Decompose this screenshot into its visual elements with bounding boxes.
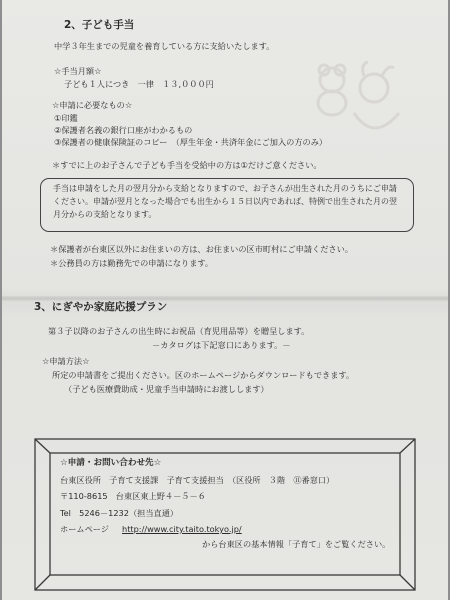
amount-line: 子ども１人につき 一律 １３,０００円 (64, 79, 214, 89)
contact-office: 台東区役所 子育て支援課 子育て支援担当 （区役所 ３階 ⑪番窓口） (60, 475, 335, 485)
section3-intro: 第３子以降のお子さんの出生時にお祝品（育児用品等）を贈呈します。 (48, 326, 310, 336)
contact-title: ☆申請・お問い合わせ先☆ (60, 458, 162, 468)
contact-tel: Tel 5246－1232（担当直通） (60, 508, 179, 518)
mascot-illustration (302, 58, 412, 138)
homepage-label: ホームページ (60, 524, 109, 534)
section2-heading: 2、子ども手当 (64, 19, 135, 31)
notice-line: ください。申請が翌月となった場合でも出生から１５日以内であれば、特例で出生された月の翌 (53, 197, 397, 206)
document-page (2, 0, 448, 600)
required-item: ②保護者名義の銀行口座がわかるもの (54, 125, 193, 135)
notice-line: 手当は申請をした月の翌月分から支給となりますので、お子さんが出生された月のうちにご申請 (53, 184, 397, 193)
catalog-note: －カタログは下記窓口にあります。－ (152, 340, 291, 350)
homepage-link[interactable]: http://www.city.taito.tokyo.jp/ (122, 524, 242, 534)
required-item: ③保護者の健康保険証のコピー （厚生年金・共済年金にご加入の方のみ） (54, 137, 328, 147)
required-title: ☆申請に必要なもの☆ (52, 100, 133, 110)
notice-line: 月分からの支給となります。 (53, 210, 157, 219)
already-note: ＊すでに上のお子さんで子ども手当を受給中の方は①だけご意ください。 (52, 160, 322, 170)
method-note: （子ども医療費助成・児童手当申請時にお渡しします） (64, 384, 269, 394)
contact-address: 〒110-8615 台東区東上野４－５－６ (60, 491, 206, 501)
section2-intro: 中学３年生までの児童を養育している方に支給いたします。 (54, 41, 275, 51)
required-item: ①印鑑 (54, 113, 78, 123)
method-title: ☆申請方法☆ (42, 356, 90, 366)
notice-box (40, 178, 414, 232)
homepage-note: から台東区の基本情報「子育て」をご覧ください。 (202, 539, 391, 549)
method-line: 所定の申請書をご提出ください。区のホームページからダウンロードもできます。 (52, 370, 355, 380)
section3-heading: 3、にぎやか家庭応援プラン (34, 301, 168, 313)
note-line: ＊公務員の方は勤務先での申請になります。 (50, 258, 214, 268)
amount-title: ☆手当月額☆ (54, 66, 102, 76)
note-line: ＊保護者が台東区以外にお住まいの方は、お住まいの区市町村にご申請ください。 (50, 244, 353, 254)
